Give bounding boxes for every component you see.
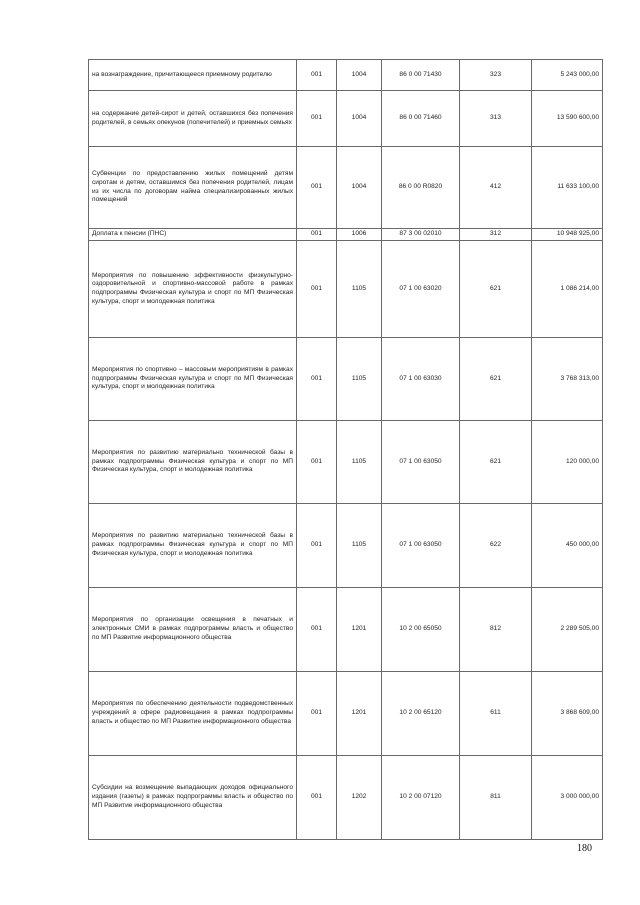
row-ved-cell: 001 bbox=[297, 147, 337, 229]
table-row bbox=[89, 504, 603, 588]
row-csr-cell: 87 3 00 02010 bbox=[382, 229, 460, 241]
row-name-cell: Доплата к пенсии (ПНС) bbox=[89, 229, 297, 241]
row-vr-cell: 812 bbox=[460, 588, 532, 672]
row-sum-cell: 450 000,00 bbox=[532, 504, 603, 588]
row-vr-cell: 323 bbox=[460, 60, 532, 91]
table-row bbox=[89, 338, 603, 421]
row-name-cell: Субвенции по предоставлению жилых помещений детям сиротам и детям, оставшимся без попечения родителей, лицам из их числа по договорам найма специализированных жилых помещений bbox=[89, 147, 297, 229]
row-sum-cell: 3 768 313,00 bbox=[532, 338, 603, 421]
row-sum-cell: 2 289 505,00 bbox=[532, 588, 603, 672]
row-rzpr-cell: 1105 bbox=[337, 504, 382, 588]
row-rzpr-cell: 1105 bbox=[337, 338, 382, 421]
table-row bbox=[89, 60, 603, 91]
page-number: 180 bbox=[577, 843, 592, 854]
table-row bbox=[89, 241, 603, 338]
row-csr-cell: 10 2 00 65120 bbox=[382, 672, 460, 756]
row-rzpr-cell: 1004 bbox=[337, 91, 382, 147]
table-row bbox=[89, 588, 603, 672]
row-ved-cell: 001 bbox=[297, 588, 337, 672]
row-vr-cell: 611 bbox=[460, 672, 532, 756]
row-rzpr-cell: 1004 bbox=[337, 60, 382, 91]
row-rzpr-cell: 1201 bbox=[337, 588, 382, 672]
row-csr-cell: 10 2 00 07120 bbox=[382, 756, 460, 840]
row-vr-cell: 622 bbox=[460, 504, 532, 588]
row-ved-cell: 001 bbox=[297, 91, 337, 147]
row-name-cell: Мероприятия по спортивно – массовым мероприятиям в рамках подпрограммы Физическая культура и спорт по МП Физическая культура, спорт и молодежная политика bbox=[89, 338, 297, 421]
row-csr-cell: 86 0 00 R0820 bbox=[382, 147, 460, 229]
table-row bbox=[89, 147, 603, 229]
row-ved-cell: 001 bbox=[297, 229, 337, 241]
table-row bbox=[89, 91, 603, 147]
table-row bbox=[89, 672, 603, 756]
row-ved-cell: 001 bbox=[297, 504, 337, 588]
row-rzpr-cell: 1202 bbox=[337, 756, 382, 840]
row-name-cell: на вознаграждение, причитающееся приемному родителю bbox=[89, 60, 297, 91]
row-name-cell: на содержание детей-сирот и детей, оставшихся без попечения родителей, в семьях опекунов (попечителей) и приемных семьях bbox=[89, 91, 297, 147]
row-csr-cell: 10 2 00 65050 bbox=[382, 588, 460, 672]
row-sum-cell: 120 000,00 bbox=[532, 421, 603, 504]
row-vr-cell: 621 bbox=[460, 338, 532, 421]
table-row bbox=[89, 229, 603, 241]
row-vr-cell: 811 bbox=[460, 756, 532, 840]
row-csr-cell: 07 1 00 63050 bbox=[382, 421, 460, 504]
row-name-cell: Мероприятия по обеспечению деятельности подведомственных учреждений в сфере радиовещания в рамках подпрограммы власть и общество по МП Развитие информационного общества bbox=[89, 672, 297, 756]
row-ved-cell: 001 bbox=[297, 421, 337, 504]
row-rzpr-cell: 1004 bbox=[337, 147, 382, 229]
row-ved-cell: 001 bbox=[297, 338, 337, 421]
row-sum-cell: 1 086 214,00 bbox=[532, 241, 603, 338]
table-row bbox=[89, 756, 603, 840]
row-vr-cell: 312 bbox=[460, 229, 532, 241]
row-sum-cell: 11 633 100,00 bbox=[532, 147, 603, 229]
row-csr-cell: 07 1 00 63030 bbox=[382, 338, 460, 421]
row-name-cell: Мероприятия по развитию материально технической базы в рамках подпрограммы Физическая культура и спорт по МП Физическая культура, спорт и молодежная политика bbox=[89, 421, 297, 504]
budget-table-body bbox=[89, 60, 603, 840]
budget-table bbox=[88, 59, 603, 840]
row-csr-cell: 86 0 00 71460 bbox=[382, 91, 460, 147]
row-vr-cell: 621 bbox=[460, 421, 532, 504]
row-name-cell: Мероприятия по повышению эффективности физкультурно-оздоровительной и спортивно-массовой работе в рамках подпрограммы Физическая культура и спорт по МП Физическая культура, спорт и молодежная политика bbox=[89, 241, 297, 338]
row-csr-cell: 07 1 00 63020 bbox=[382, 241, 460, 338]
row-ved-cell: 001 bbox=[297, 756, 337, 840]
table-row bbox=[89, 421, 603, 504]
row-sum-cell: 13 590 600,00 bbox=[532, 91, 603, 147]
row-csr-cell: 86 0 00 71430 bbox=[382, 60, 460, 91]
row-rzpr-cell: 1105 bbox=[337, 421, 382, 504]
row-vr-cell: 313 bbox=[460, 91, 532, 147]
row-vr-cell: 412 bbox=[460, 147, 532, 229]
row-ved-cell: 001 bbox=[297, 241, 337, 338]
row-sum-cell: 10 948 925,00 bbox=[532, 229, 603, 241]
row-name-cell: Мероприятия по организации освещения в печатных и электронных СМИ в рамках подпрограммы власть и общество по МП Развитие информационного общества bbox=[89, 588, 297, 672]
row-rzpr-cell: 1105 bbox=[337, 241, 382, 338]
row-rzpr-cell: 1006 bbox=[337, 229, 382, 241]
row-rzpr-cell: 1201 bbox=[337, 672, 382, 756]
row-name-cell: Мероприятия по развитию материально технической базы в рамках подпрограммы Физическая культура и спорт по МП Физическая культура, спорт и молодежная политика bbox=[89, 504, 297, 588]
row-sum-cell: 3 868 609,00 bbox=[532, 672, 603, 756]
row-sum-cell: 3 000 000,00 bbox=[532, 756, 603, 840]
row-name-cell: Субсидии на возмещение выпадающих доходов официального издания (газеты) в рамках подпрограммы власть и общество по МП Развитие информационного общества bbox=[89, 756, 297, 840]
row-ved-cell: 001 bbox=[297, 60, 337, 91]
row-vr-cell: 621 bbox=[460, 241, 532, 338]
row-sum-cell: 5 243 000,00 bbox=[532, 60, 603, 91]
row-csr-cell: 07 1 00 63050 bbox=[382, 504, 460, 588]
row-ved-cell: 001 bbox=[297, 672, 337, 756]
